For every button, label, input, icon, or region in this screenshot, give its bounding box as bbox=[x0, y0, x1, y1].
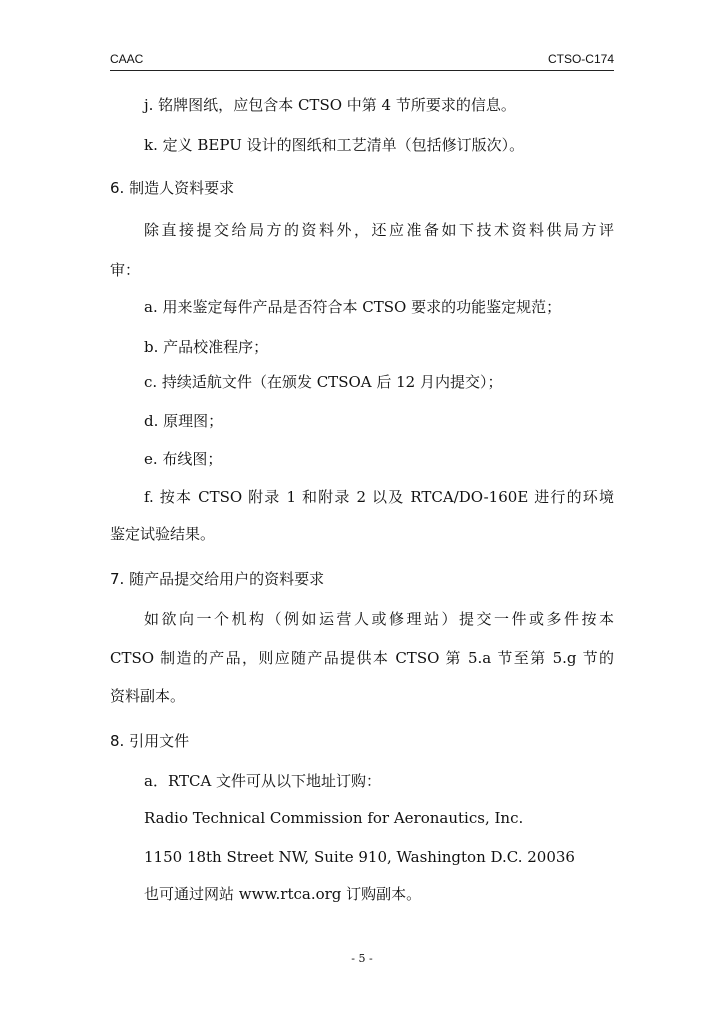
header-left: CAAC bbox=[110, 52, 144, 66]
section-6-item-f-line-1: f. 按本 CTSO 附录 1 和附录 2 以及 RTCA/DO-160E 进行的环境 bbox=[144, 488, 614, 506]
section-8-item-a: a．RTCA 文件可从以下地址订购： bbox=[144, 772, 382, 790]
section-8-address-line-2: 1150 18th Street NW, Suite 910, Washington D.C. 20036 bbox=[144, 848, 575, 866]
section-8-website: 也可通过网站 www.rtca.org 订购副本。 bbox=[144, 885, 422, 903]
item-j: j. 铭牌图纸，应包含本 CTSO 中第 4 节所要求的信息。 bbox=[144, 96, 516, 114]
section-6-item-a: a. 用来鉴定每件产品是否符合本 CTSO 要求的功能鉴定规范； bbox=[144, 298, 562, 316]
section-6-item-c: c. 持续适航文件（在颁发 CTSOA 后 12 月内提交）； bbox=[144, 373, 503, 391]
section-7-paragraph-line-1: 如欲向一个机构（例如运营人或修理站）提交一件或多件按本 bbox=[144, 610, 614, 628]
page-number: - 5 - bbox=[351, 952, 373, 965]
header-right: CTSO-C174 bbox=[547, 52, 614, 66]
section-8-title: 8. 引用文件 bbox=[110, 732, 190, 750]
section-6-item-e: e. 布线图； bbox=[144, 450, 223, 468]
section-7-title: 7. 随产品提交给用户的资料要求 bbox=[110, 570, 325, 588]
section-6-paragraph-line-1: 除直接提交给局方的资料外，还应准备如下技术资料供局方评 bbox=[144, 221, 614, 239]
section-6-item-d: d. 原理图； bbox=[144, 412, 224, 430]
section-7-paragraph-line-3: 资料副本。 bbox=[110, 687, 186, 705]
section-7-paragraph-line-2: CTSO 制造的产品，则应随产品提供本 CTSO 第 5.a 节至第 5.g 节的 bbox=[110, 649, 614, 667]
section-8-address-line-1: Radio Technical Commission for Aeronautics, Inc. bbox=[144, 809, 524, 827]
section-6-item-f-line-2: 鉴定试验结果。 bbox=[110, 525, 216, 543]
section-6-title: 6. 制造人资料要求 bbox=[110, 179, 235, 197]
item-k: k. 定义 BEPU 设计的图纸和工艺清单（包括修订版次）。 bbox=[144, 136, 525, 154]
page-header bbox=[110, 50, 614, 71]
section-6-item-b: b. 产品校准程序； bbox=[144, 338, 269, 356]
section-6-paragraph-line-2: 审： bbox=[110, 261, 141, 279]
